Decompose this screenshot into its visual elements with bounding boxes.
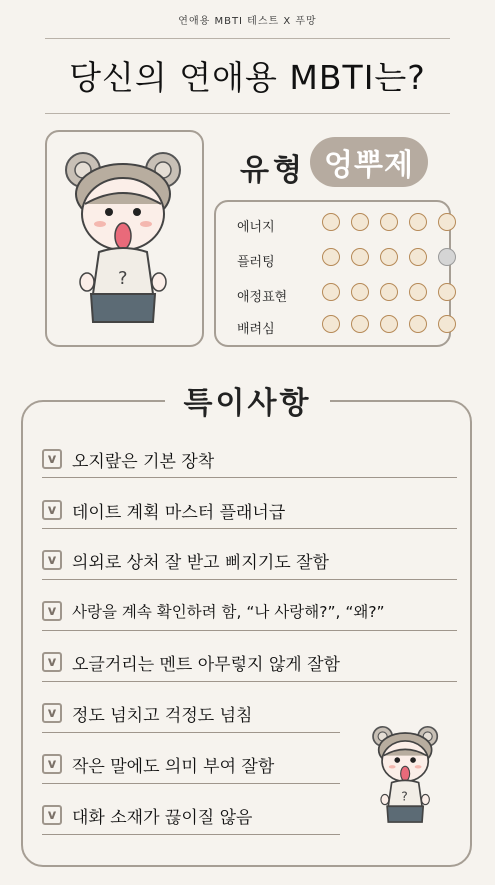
e-face-icon [380, 248, 398, 266]
smile-face-icon [438, 315, 456, 333]
sunglasses-face-icon [380, 213, 398, 231]
checkbox-icon: v [42, 500, 62, 520]
divider [42, 834, 340, 835]
divider [45, 113, 450, 114]
e-face-icon [409, 248, 427, 266]
note-text: 오글거리는 멘트 아무렇지 않게 잘함 [72, 654, 340, 675]
type-label: 유형 [240, 153, 306, 188]
grey-face-icon [438, 248, 456, 266]
list-item [42, 647, 340, 677]
page-title: 당신의 연애용 MBTI는? [69, 58, 426, 97]
divider [42, 477, 457, 478]
grin-face-icon [409, 283, 427, 301]
divider [42, 528, 457, 529]
divider [42, 681, 457, 682]
smile-face-icon [380, 315, 398, 333]
list-item [42, 749, 274, 779]
sunglasses-face-icon [409, 213, 427, 231]
list-item [42, 800, 252, 830]
note-text: 오지랖은 기본 장착 [72, 451, 215, 472]
checkbox-icon: v [42, 805, 62, 825]
checkbox-icon: v [42, 601, 62, 621]
divider [42, 630, 457, 631]
checkbox-icon: v [42, 449, 62, 469]
e-face-icon [322, 248, 340, 266]
svg-text:?: ? [401, 788, 408, 804]
trait-label-consideration: 배려심 [237, 322, 275, 337]
note-text: 사랑을 계속 확인하려 함, “나 사랑해?”, “왜?” [72, 603, 385, 621]
character-icon [47, 132, 202, 345]
list-item [42, 444, 214, 474]
sunglasses-face-icon [438, 213, 456, 231]
divider [42, 579, 457, 580]
grin-face-icon [351, 283, 369, 301]
brand-label: 연애용 MBTI 테스트 X 푸망 [178, 16, 317, 27]
grin-face-icon [322, 283, 340, 301]
e-face-icon [351, 248, 369, 266]
checkbox-icon: v [42, 703, 62, 723]
note-text: 대화 소재가 끊이질 않음 [72, 807, 253, 828]
trait-label-affection: 애정표현 [237, 290, 288, 305]
grin-face-icon [380, 283, 398, 301]
list-item [42, 698, 252, 728]
grin-face-icon [438, 283, 456, 301]
smile-face-icon [322, 315, 340, 333]
trait-label-flirting: 플러팅 [237, 255, 275, 270]
character-icon [360, 715, 452, 835]
trait-label-energy: 에너지 [237, 220, 275, 235]
notes-title: 특이사항 [165, 378, 330, 422]
divider [42, 783, 340, 784]
note-text: 의외로 상처 잘 받고 삐지기도 잘함 [72, 552, 329, 573]
note-text: 작은 말에도 의미 부여 잘함 [72, 756, 275, 777]
list-item [42, 596, 385, 626]
trait-scores-consideration [322, 315, 456, 333]
character-card [45, 130, 204, 347]
checkbox-icon: v [42, 754, 62, 774]
trait-scores-flirting [322, 248, 456, 266]
checkbox-icon: v [42, 652, 62, 672]
smile-face-icon [351, 315, 369, 333]
divider [42, 732, 340, 733]
smile-face-icon [409, 315, 427, 333]
note-text: 정도 넘치고 걱정도 넘침 [72, 705, 253, 726]
svg-text:?: ? [118, 268, 128, 289]
list-item [42, 495, 285, 525]
sunglasses-face-icon [322, 213, 340, 231]
trait-scores-affection [322, 283, 456, 301]
trait-scores-energy [322, 213, 456, 231]
divider [45, 38, 450, 39]
type-badge: 엉뿌제 [310, 137, 428, 187]
sunglasses-face-icon [351, 213, 369, 231]
checkbox-icon: v [42, 550, 62, 570]
list-item [42, 545, 329, 575]
note-text: 데이트 계획 마스터 플래너급 [72, 502, 286, 523]
